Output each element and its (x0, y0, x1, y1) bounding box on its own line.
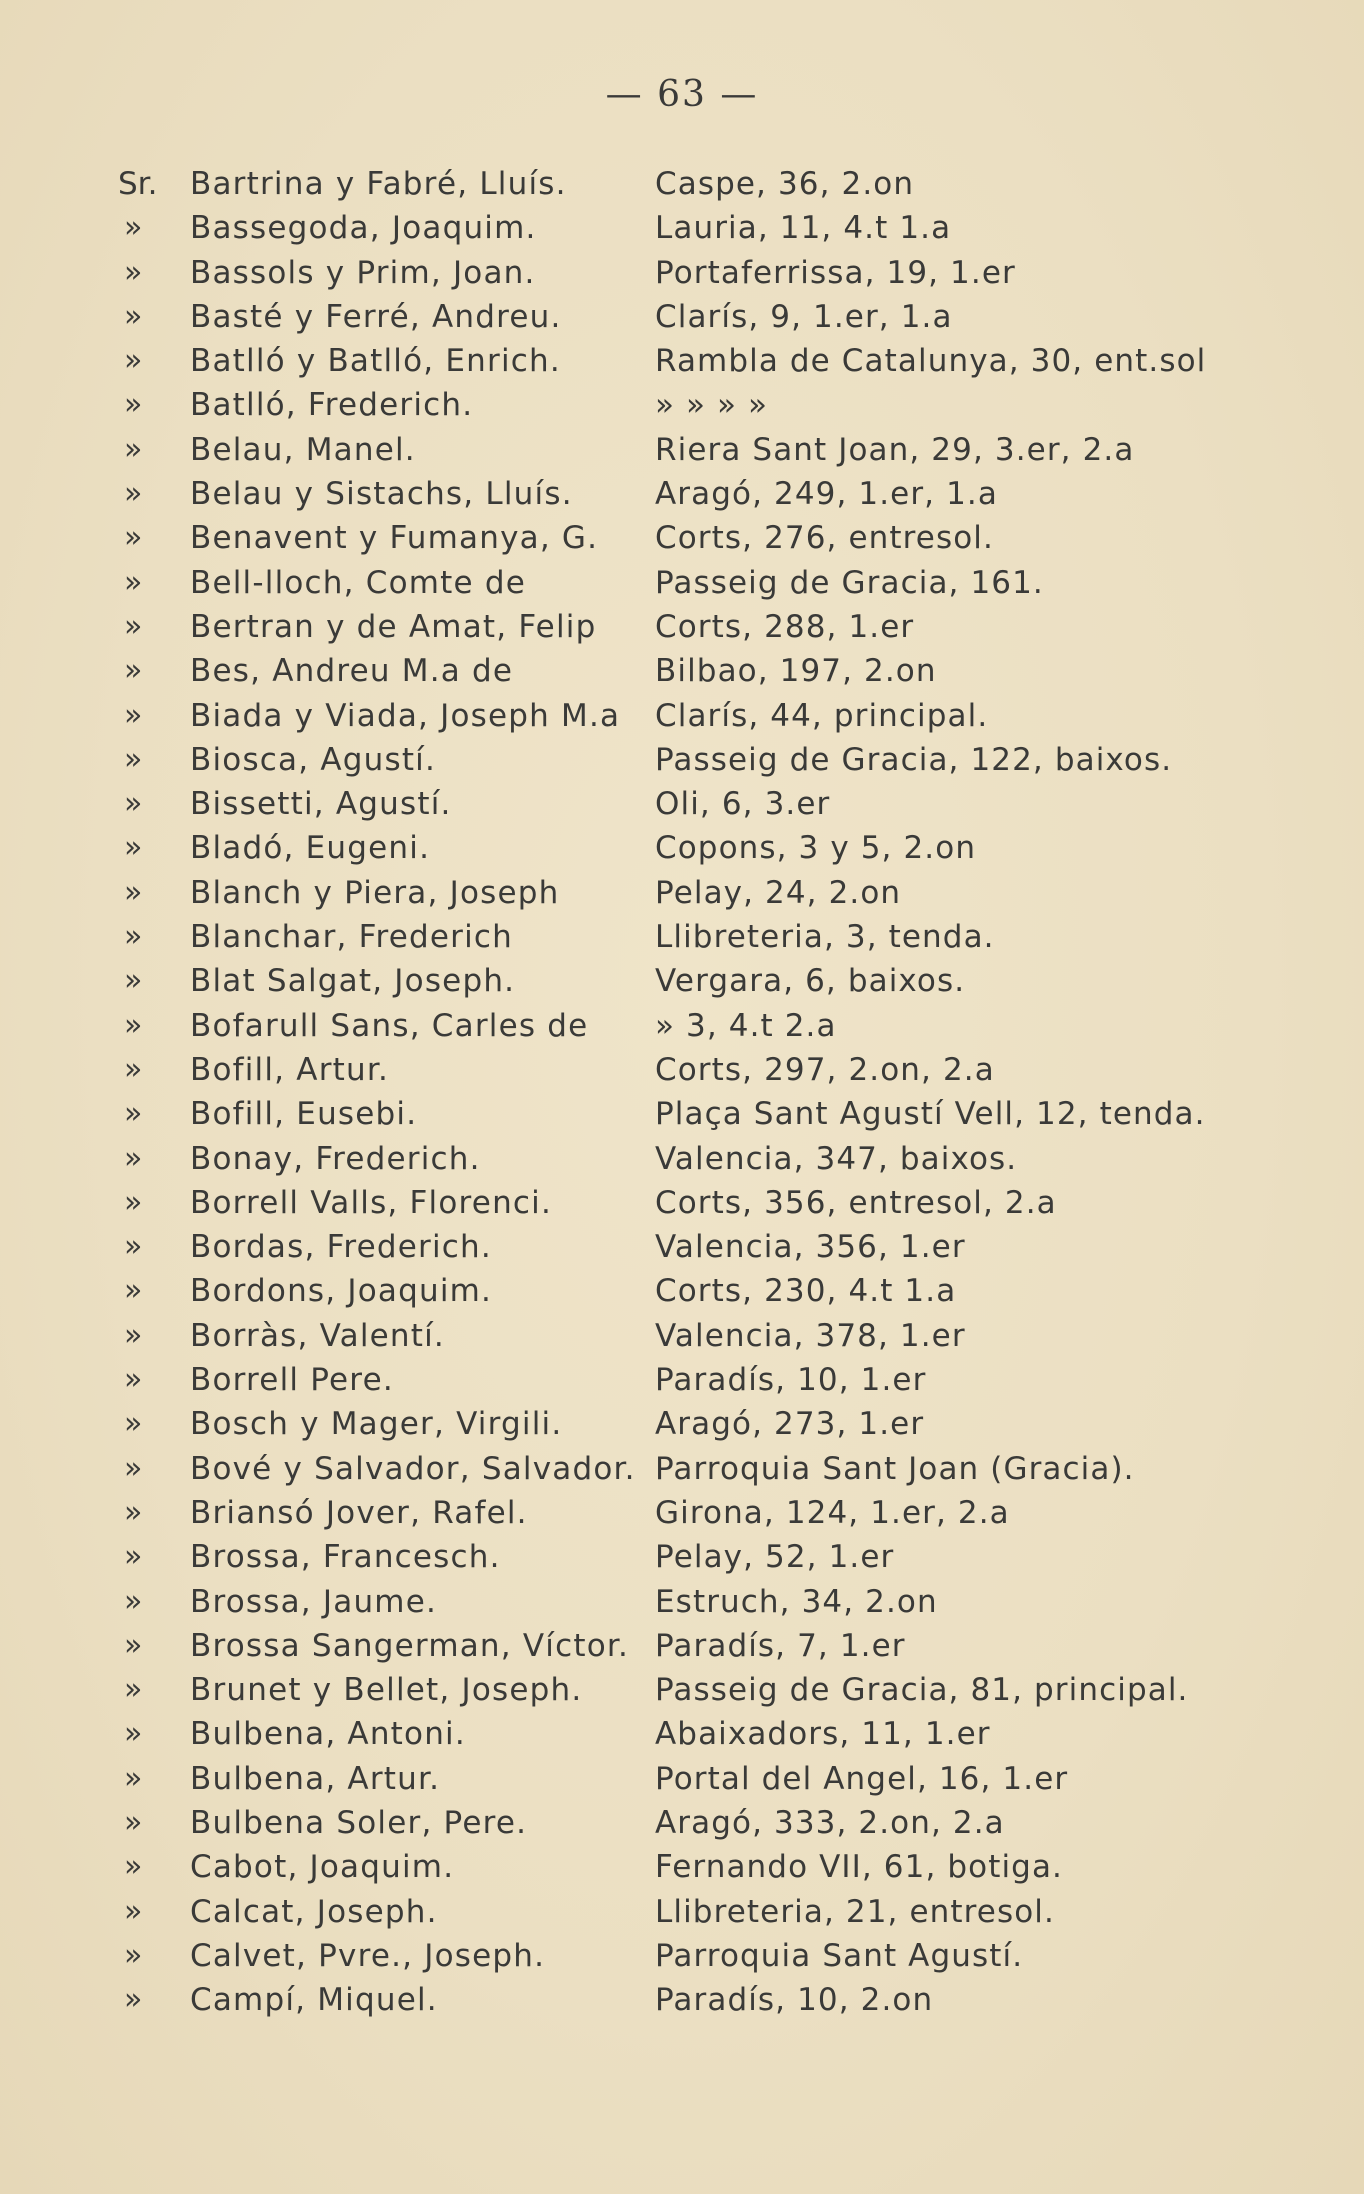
directory-entry (0, 1137, 1364, 1181)
entry-address: Valencia, 378, 1.er (655, 1317, 966, 1354)
entry-address: Corts, 297, 2.on, 2.a (655, 1051, 995, 1088)
directory-entry (0, 472, 1364, 516)
entry-prefix: » (124, 1406, 143, 1442)
directory-entry (0, 915, 1364, 959)
page-number: — 63 — (605, 74, 759, 115)
entry-name: Bassols y Prim, Joan. (190, 254, 536, 291)
entry-address: Paradís, 7, 1.er (655, 1627, 906, 1664)
entry-prefix: » (124, 1937, 143, 1973)
entry-prefix: » (124, 1672, 143, 1708)
entry-name: Bofill, Eusebi. (190, 1096, 418, 1133)
directory-entry (0, 1890, 1364, 1934)
entry-address: Pelay, 24, 2.on (655, 874, 902, 911)
entry-prefix: » (124, 387, 143, 423)
entry-prefix: » (124, 1494, 143, 1530)
entry-name: Blanchar, Frederich (190, 919, 513, 956)
entry-prefix: » (124, 1583, 143, 1619)
entry-name: Bulbena Soler, Pere. (190, 1804, 528, 1841)
entry-name: Borràs, Valentí. (190, 1317, 445, 1354)
entry-prefix: » (124, 431, 143, 467)
entry-address: Estruch, 34, 2.on (655, 1583, 938, 1620)
directory-entry (0, 1447, 1364, 1491)
entry-name: Bordas, Frederich. (190, 1229, 492, 1266)
entry-name: Calvet, Pvre., Joseph. (190, 1937, 546, 1974)
directory-entry (0, 295, 1364, 339)
directory-entry (0, 871, 1364, 915)
entry-name: Brossa, Francesch. (190, 1539, 501, 1576)
entry-address: » » » » (655, 387, 769, 424)
entry-address: Lauria, 11, 4.t 1.a (655, 210, 952, 247)
entry-address: Aragó, 249, 1.er, 1.a (655, 476, 998, 513)
entry-prefix: » (124, 343, 143, 379)
directory-entry (0, 383, 1364, 427)
entry-address: Pelay, 52, 1.er (655, 1539, 895, 1576)
entry-name: Brossa, Jaume. (190, 1583, 438, 1620)
directory-entry (0, 1934, 1364, 1978)
entry-address: Paradís, 10, 2.on (655, 1982, 934, 2019)
entry-prefix: » (124, 1140, 143, 1176)
directory-entry (0, 428, 1364, 472)
entry-address: Parroquia Sant Joan (Gracia). (655, 1450, 1135, 1487)
directory-entry (0, 1624, 1364, 1668)
entry-address: Rambla de Catalunya, 30, ent.sol (655, 343, 1207, 380)
directory-entry (0, 1269, 1364, 1313)
entry-name: Briansó Jover, Rafel. (190, 1494, 528, 1531)
entry-prefix: Sr. (118, 166, 158, 202)
entry-address: Corts, 276, entresol. (655, 520, 994, 557)
entry-prefix: » (124, 1317, 143, 1353)
directory-entry (0, 738, 1364, 782)
entry-prefix: » (124, 254, 143, 290)
directory-entry (0, 1225, 1364, 1269)
directory-entry (0, 339, 1364, 383)
entry-prefix: » (124, 919, 143, 955)
entry-prefix: » (124, 830, 143, 866)
entry-name: Borrell Pere. (190, 1362, 394, 1399)
entry-address: Llibreteria, 21, entresol. (655, 1893, 1055, 1930)
entry-prefix: » (124, 1450, 143, 1486)
entry-address: Corts, 288, 1.er (655, 608, 915, 645)
entry-name: Bonay, Frederich. (190, 1140, 481, 1177)
directory-entry (0, 1491, 1364, 1535)
entry-prefix: » (124, 1849, 143, 1885)
entry-prefix: » (124, 210, 143, 246)
directory-entry (0, 1004, 1364, 1048)
directory-entry (0, 251, 1364, 295)
directory-entry (0, 1801, 1364, 1845)
entry-name: Bertran y de Amat, Felip (190, 608, 597, 645)
entry-address: Passeig de Gracia, 122, baixos. (655, 741, 1173, 778)
entry-name: Benavent y Fumanya, G. (190, 520, 599, 557)
entry-address: Fernando VII, 61, botiga. (655, 1849, 1063, 1886)
entry-address: Aragó, 333, 2.on, 2.a (655, 1804, 1005, 1841)
entry-address: Bilbao, 197, 2.on (655, 653, 937, 690)
directory-entry (0, 162, 1364, 206)
entry-prefix: » (124, 1273, 143, 1309)
entry-name: Blat Salgat, Joseph. (190, 963, 516, 1000)
entry-prefix: » (124, 1539, 143, 1575)
directory-entry (0, 605, 1364, 649)
entry-name: Bofill, Artur. (190, 1051, 390, 1088)
entry-name: Bes, Andreu M.a de (190, 653, 514, 690)
entry-name: Bell-lloch, Comte de (190, 564, 526, 601)
entry-prefix: » (124, 476, 143, 512)
entry-address: Portaferrissa, 19, 1.er (655, 254, 1016, 291)
entry-name: Bissetti, Agustí. (190, 786, 452, 823)
directory-entry (0, 1314, 1364, 1358)
entry-name: Batlló y Batlló, Enrich. (190, 343, 561, 380)
directory-entry (0, 206, 1364, 250)
entry-address: Oli, 6, 3.er (655, 786, 831, 823)
directory-entry (0, 516, 1364, 560)
entry-address: Riera Sant Joan, 29, 3.er, 2.a (655, 431, 1135, 468)
entry-name: Cabot, Joaquim. (190, 1849, 455, 1886)
entry-prefix: » (124, 786, 143, 822)
entry-address: Portal del Angel, 16, 1.er (655, 1760, 1069, 1797)
entry-address: Abaixadors, 11, 1.er (655, 1716, 991, 1753)
entry-name: Campí, Miquel. (190, 1982, 438, 2019)
entry-prefix: » (124, 697, 143, 733)
entry-address: Caspe, 36, 2.on (655, 166, 915, 202)
directory-entry (0, 1978, 1364, 2022)
entry-prefix: » (124, 298, 143, 334)
entry-name: Belau, Manel. (190, 431, 416, 468)
directory-entry (0, 1048, 1364, 1092)
entry-address: Valencia, 356, 1.er (655, 1229, 966, 1266)
directory-entry (0, 1358, 1364, 1402)
entry-prefix: » (124, 1184, 143, 1220)
entry-prefix: » (124, 608, 143, 644)
entry-name: Biada y Viada, Joseph M.a (190, 697, 621, 734)
entry-name: Borrell Valls, Florenci. (190, 1184, 553, 1221)
entry-address: Parroquia Sant Agustí. (655, 1937, 1024, 1974)
entry-name: Blanch y Piera, Joseph (190, 874, 560, 911)
entry-prefix: » (124, 1627, 143, 1663)
entry-prefix: » (124, 1716, 143, 1752)
directory-entry (0, 694, 1364, 738)
entry-prefix: » (124, 1362, 143, 1398)
entry-name: Calcat, Joseph. (190, 1893, 438, 1930)
entry-address: Corts, 356, entresol, 2.a (655, 1184, 1057, 1221)
entry-prefix: » (124, 1051, 143, 1087)
entry-address: Llibreteria, 3, tenda. (655, 919, 995, 956)
directory-entry (0, 561, 1364, 605)
directory-list (0, 162, 1364, 2022)
directory-entry (0, 1402, 1364, 1446)
directory-entry (0, 1757, 1364, 1801)
entry-name: Bulbena, Antoni. (190, 1716, 466, 1753)
entry-prefix: » (124, 741, 143, 777)
entry-name: Batlló, Frederich. (190, 387, 474, 424)
entry-name: Brunet y Bellet, Joseph. (190, 1672, 583, 1709)
entry-name: Bartrina y Fabré, Lluís. (190, 166, 567, 202)
directory-entry (0, 1181, 1364, 1225)
entry-address: Corts, 230, 4.t 1.a (655, 1273, 957, 1310)
entry-address: Aragó, 273, 1.er (655, 1406, 925, 1443)
entry-address: Passeig de Gracia, 81, principal. (655, 1672, 1189, 1709)
entry-name: Belau y Sistachs, Lluís. (190, 476, 573, 513)
entry-prefix: » (124, 1760, 143, 1796)
entry-name: Bosch y Mager, Virgili. (190, 1406, 563, 1443)
directory-entry (0, 782, 1364, 826)
directory-entry (0, 1092, 1364, 1136)
directory-entry (0, 959, 1364, 1003)
entry-name: Basté y Ferré, Andreu. (190, 298, 562, 335)
entry-name: Bulbena, Artur. (190, 1760, 441, 1797)
entry-prefix: » (124, 1229, 143, 1265)
directory-entry (0, 1712, 1364, 1756)
entry-name: Brossa Sangerman, Víctor. (190, 1627, 630, 1664)
directory-entry (0, 1845, 1364, 1889)
entry-name: Biosca, Agustí. (190, 741, 437, 778)
entry-address: Plaça Sant Agustí Vell, 12, tenda. (655, 1096, 1206, 1133)
entry-name: Bordons, Joaquim. (190, 1273, 493, 1310)
entry-address: Copons, 3 y 5, 2.on (655, 830, 977, 867)
entry-prefix: » (124, 963, 143, 999)
entry-name: Bassegoda, Joaquim. (190, 210, 537, 247)
entry-prefix: » (124, 1982, 143, 2018)
entry-address: Clarís, 9, 1.er, 1.a (655, 298, 953, 335)
entry-name: Bové y Salvador, Salvador. (190, 1450, 636, 1487)
directory-entry (0, 1535, 1364, 1579)
entry-name: Bofarull Sans, Carles de (190, 1007, 589, 1044)
entry-prefix: » (124, 564, 143, 600)
entry-prefix: » (124, 653, 143, 689)
entry-address: Clarís, 44, principal. (655, 697, 989, 734)
entry-prefix: » (124, 520, 143, 556)
directory-entry (0, 1668, 1364, 1712)
entry-address: Girona, 124, 1.er, 2.a (655, 1494, 1010, 1531)
entry-prefix: » (124, 1804, 143, 1840)
directory-entry (0, 649, 1364, 693)
directory-entry (0, 1580, 1364, 1624)
entry-prefix: » (124, 874, 143, 910)
directory-entry (0, 826, 1364, 870)
entry-name: Bladó, Eugeni. (190, 830, 431, 867)
entry-address: Paradís, 10, 1.er (655, 1362, 927, 1399)
entry-prefix: » (124, 1096, 143, 1132)
entry-prefix: » (124, 1007, 143, 1043)
entry-address: Passeig de Gracia, 161. (655, 564, 1044, 601)
entry-prefix: » (124, 1893, 143, 1929)
entry-address: Vergara, 6, baixos. (655, 963, 966, 1000)
entry-address: Valencia, 347, baixos. (655, 1140, 1018, 1177)
entry-address: » 3, 4.t 2.a (655, 1007, 837, 1044)
